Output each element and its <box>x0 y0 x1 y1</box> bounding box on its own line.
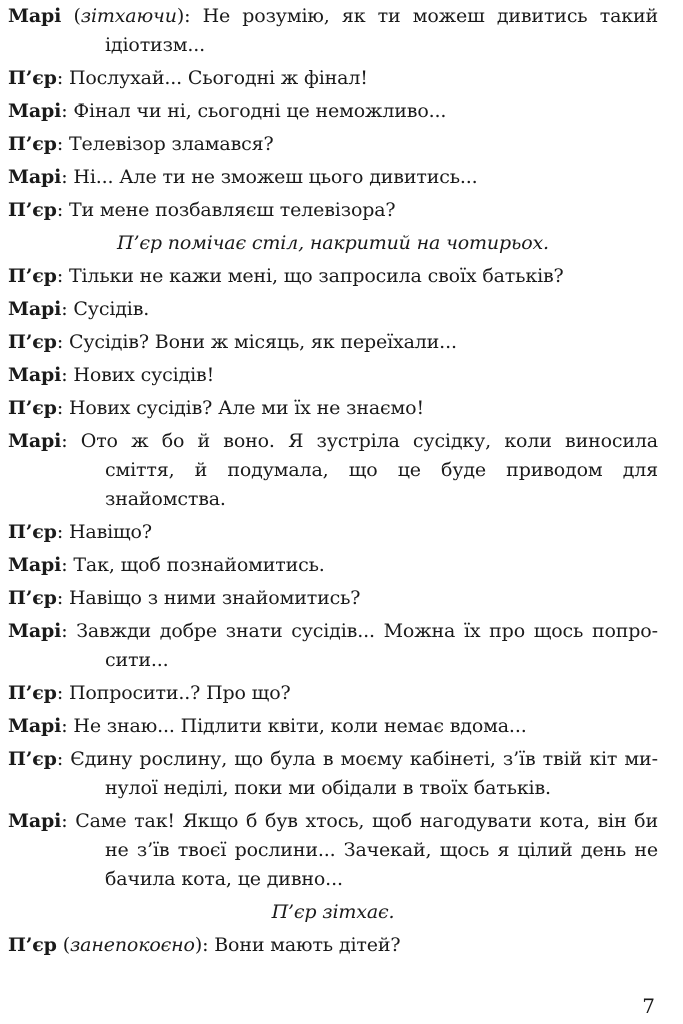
speaker-name: П’єр <box>8 682 57 704</box>
dialogue-text: Так, щоб познайомитись. <box>73 554 325 576</box>
line-5: П’єр: Ти мене позбавляєш телевізора? <box>8 199 396 221</box>
dialogue-text: Не розумію, як ти можеш дивитись такий ідіотизм... <box>105 5 659 56</box>
line-15: П’єр: Навіщо з ними знайомитись? <box>8 587 361 609</box>
speaker-name: Марі <box>8 100 62 122</box>
dialogue-text: Фінал чи ні, сьогодні це неможливо... <box>73 100 447 122</box>
speaker-name: Марі <box>8 298 62 320</box>
speaker-name: П’єр <box>8 397 57 419</box>
speaker-name: Марі <box>8 810 62 832</box>
line-1: П’єр: Послухай... Сьогодні ж фінал! <box>8 67 368 89</box>
dialogue-text: Сусідів. <box>73 298 150 320</box>
dialogue-text: Ні... Але ти не зможеш цього дивитись... <box>73 166 478 188</box>
dialogue-text: Попросити..? Про що? <box>68 682 291 704</box>
speaker-name: П’єр <box>8 748 57 770</box>
line-4: Марі: Ні... Але ти не зможеш цього дивитись... <box>8 166 478 188</box>
stage-direction-line: П’єр помічає стіл, накритий на чотирьох. <box>117 232 549 254</box>
line-9: П’єр: Сусідів? Вони ж місяць, як переїхали... <box>8 331 457 353</box>
speaker-name: Марі <box>8 715 62 737</box>
speaker-name: П’єр <box>8 934 57 956</box>
line-22: П’єр (занепокоєно): Вони мають дітей? <box>8 934 401 956</box>
line-2: Марі: Фінал чи ні, сьогодні це неможливо... <box>8 100 447 122</box>
dialogue-text: Послухай... Сьогодні ж фінал! <box>68 67 368 89</box>
line-11: П’єр: Нових сусідів? Але ми їх не знаємо! <box>8 397 424 419</box>
line-13: П’єр: Навіщо? <box>8 521 152 543</box>
speaker-name: Марі <box>8 620 62 642</box>
dialogue-text: Телевізор зламався? <box>68 133 274 155</box>
dialogue-text: Саме так! Якщо б був хтось, щоб нагодувати кота, він би не з’їв твоєї рослини... Зачекай, щось я цілий день не бачила кота, це дивно... <box>75 810 658 890</box>
stage-direction-line: П’єр зітхає. <box>271 901 395 923</box>
script-page <box>8 2 658 964</box>
line-12: Марі: Ото ж бо й воно. Я зустріла сусідку, коли виносила сміття, й подумала, що це буде приводом для знайомства. <box>8 430 658 510</box>
line-3: П’єр: Телевізор зламався? <box>8 133 274 155</box>
dialogue-text: Навіщо з ними знайомитись? <box>68 587 361 609</box>
line-0: Марі (зітхаючи): Не розумію, як ти можеш дивитись такий ідіотизм... <box>8 5 659 56</box>
line-19: П’єр: Єдину рослину, що була в моєму кабінеті, з’їв твій кіт минулої неділі, поки ми обідали в твоїх батьків. <box>8 748 658 799</box>
speaker-name: П’єр <box>8 587 57 609</box>
dialogue-text: Вони мають дітей? <box>214 934 401 956</box>
dialogue-text: Ти мене позбавляєш телевізора? <box>68 199 396 221</box>
speaker-name: Марі <box>8 430 62 452</box>
line-10: Марі: Нових сусідів! <box>8 364 215 386</box>
line-14: Марі: Так, щоб познайомитись. <box>8 554 325 576</box>
speaker-name: Марі <box>8 166 62 188</box>
page-number: 7 <box>642 994 655 1018</box>
line-16: Марі: Завжди добре знати сусідів... Можна їх про щось попросити... <box>8 620 658 671</box>
speaker-name: П’єр <box>8 67 57 89</box>
speaker-name: П’єр <box>8 265 57 287</box>
dialogue-text: Нових сусідів? Але ми їх не знаємо! <box>68 397 424 419</box>
speaker-name: П’єр <box>8 521 57 543</box>
dialogue-text: Не знаю... Підлити квіти, коли немає вдома... <box>73 715 527 737</box>
speaker-name: Марі <box>8 554 62 576</box>
dialogue-text: Завжди добре знати сусідів... Можна їх про щось попросити... <box>76 620 658 671</box>
stage-direction: зітхаючи <box>80 5 177 27</box>
dialogue-text: Сусідів? Вони ж місяць, як переїхали... <box>68 331 457 353</box>
line-17: П’єр: Попросити..? Про що? <box>8 682 291 704</box>
speaker-name: Марі <box>8 364 62 386</box>
dialogue-text: Навіщо? <box>68 521 152 543</box>
line-18: Марі: Не знаю... Підлити квіти, коли немає вдома... <box>8 715 527 737</box>
dialogue-text: Нових сусідів! <box>73 364 215 386</box>
line-8: Марі: Сусідів. <box>8 298 150 320</box>
speaker-name: Марі <box>8 5 62 27</box>
line-7: П’єр: Тільки не кажи мені, що запросила своїх батьків? <box>8 265 564 287</box>
speaker-name: П’єр <box>8 199 57 221</box>
speaker-name: П’єр <box>8 331 57 353</box>
speaker-name: П’єр <box>8 133 57 155</box>
line-20: Марі: Саме так! Якщо б був хтось, щоб нагодувати кота, він би не з’їв твоєї рослини... Зачекай, щось я цілий день не бачила кота, це дивно... <box>8 810 658 890</box>
stage-direction: занепокоєно <box>69 934 195 956</box>
dialogue-text: Тільки не кажи мені, що запросила своїх батьків? <box>68 265 564 287</box>
dialogue-text: Ото ж бо й воно. Я зустріла сусідку, коли виносила сміття, й подумала, що це буде приводом для знайомства. <box>80 430 658 510</box>
dialogue-text: Єдину рослину, що була в моєму кабінеті, з’їв твій кіт минулої неділі, поки ми обідали в твоїх батьків. <box>70 748 658 799</box>
